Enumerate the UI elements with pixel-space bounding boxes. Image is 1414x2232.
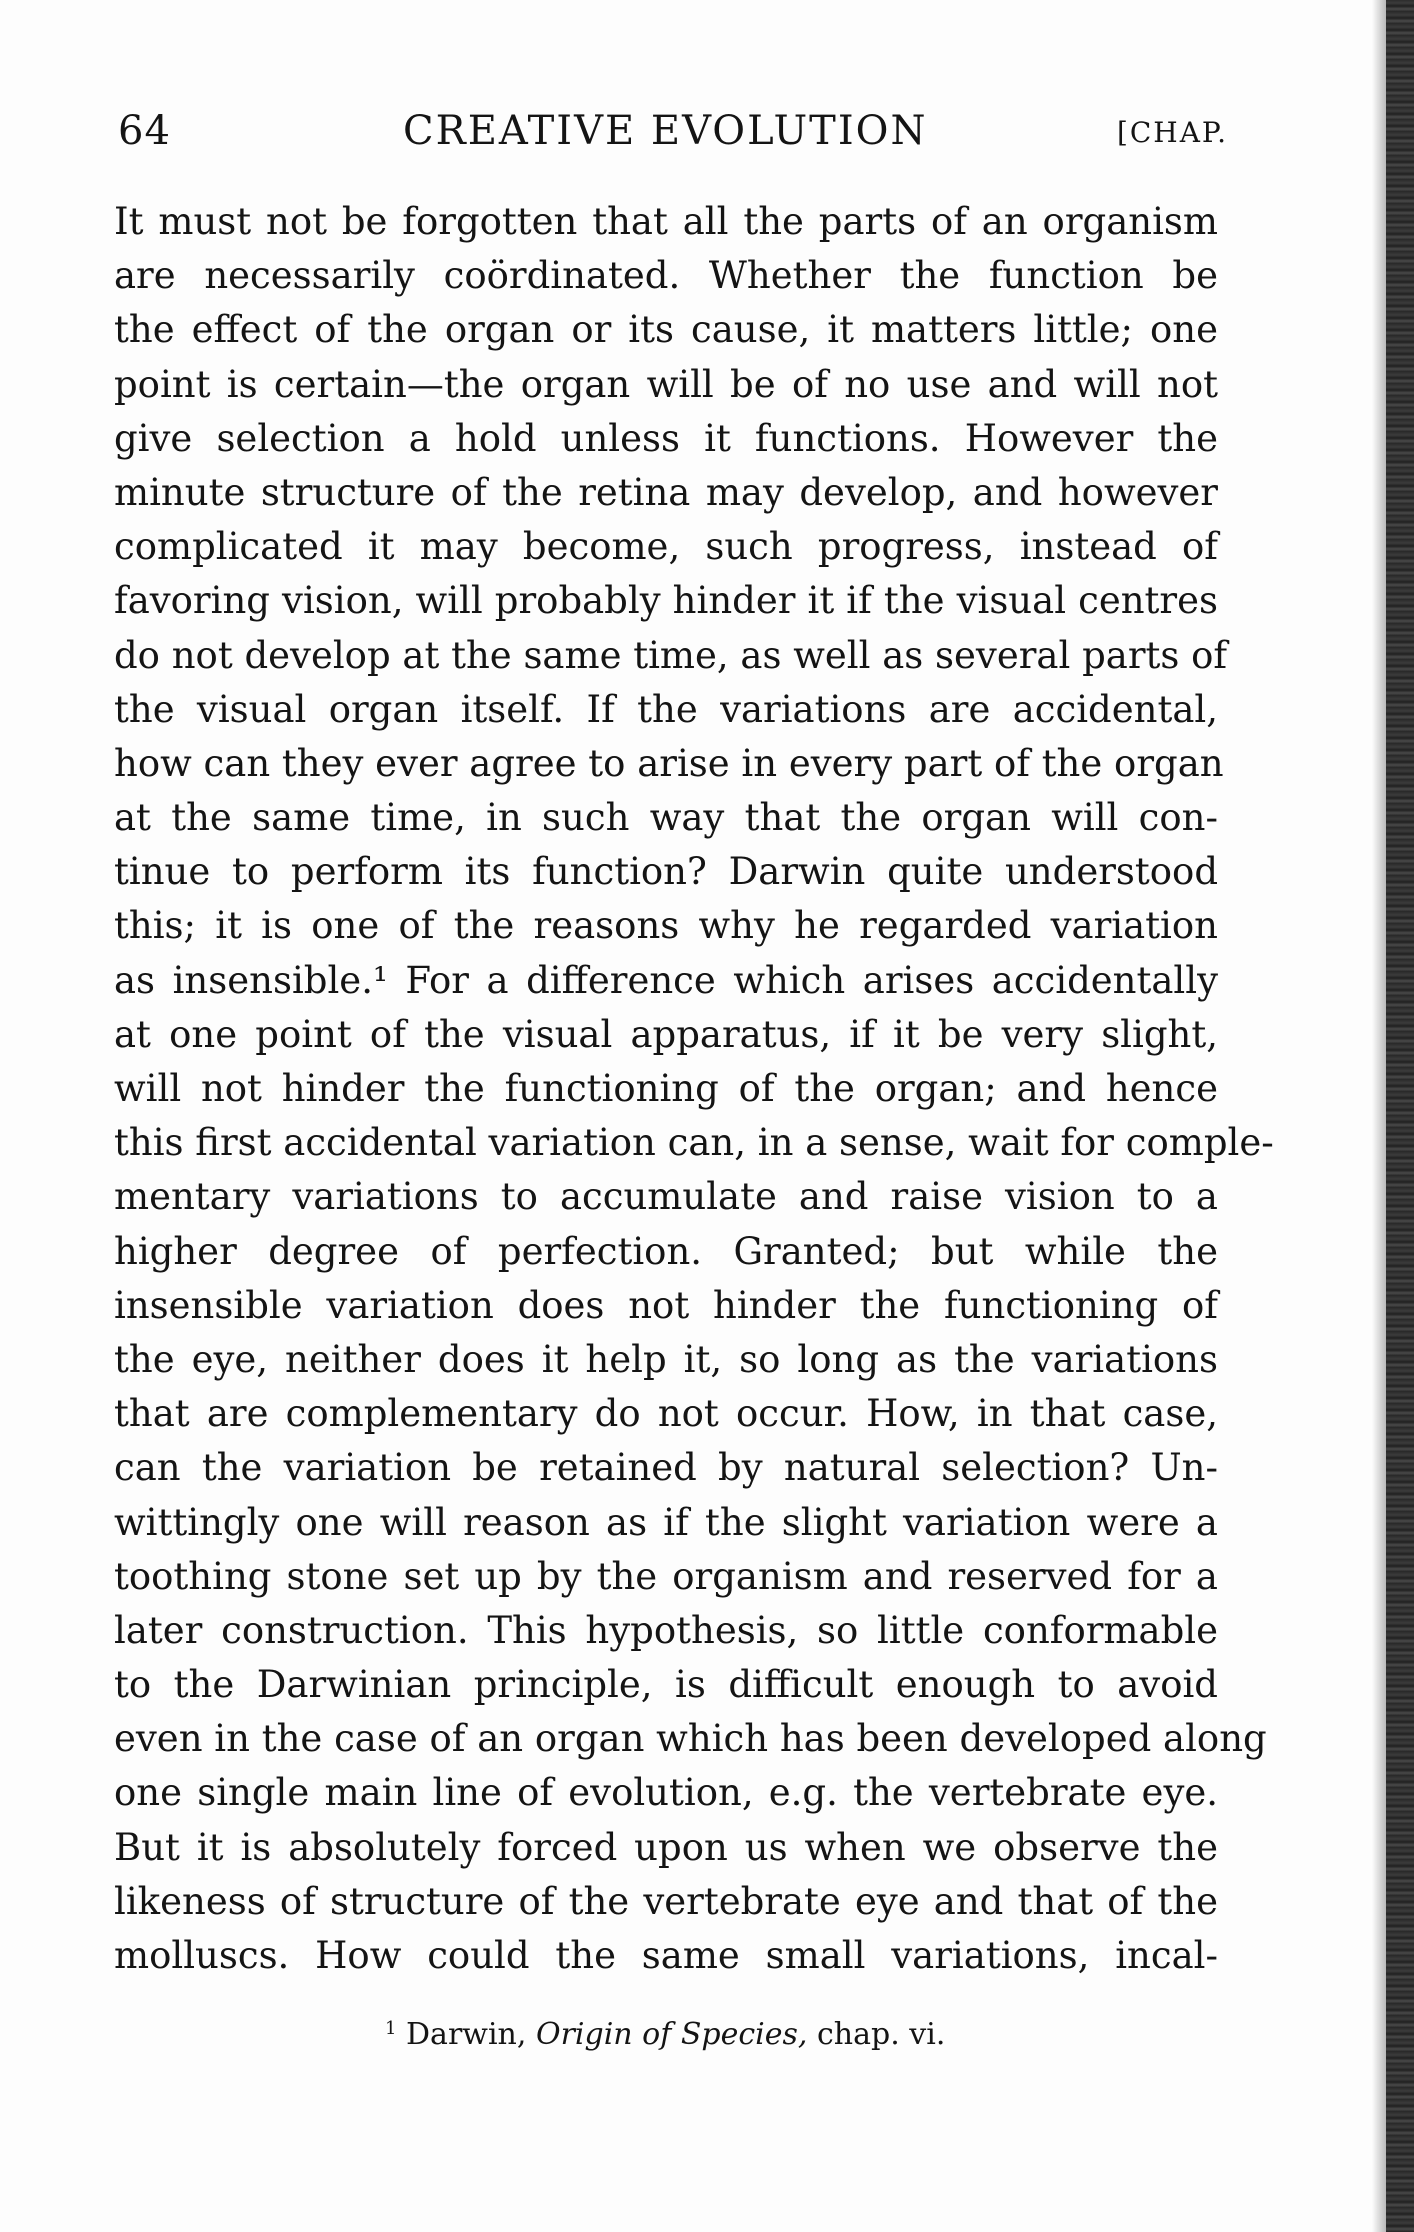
text-line: the eye, neither does it help it, so long as the variations bbox=[114, 1337, 1218, 1381]
text-line: the visual organ itself. If the variations are accidental, bbox=[114, 687, 1218, 731]
footnote-title: Origin of Species, bbox=[535, 2017, 808, 2052]
text-line: insensible variation does not hinder the functioning of bbox=[114, 1283, 1218, 1327]
text-line: But it is absolutely forced upon us when we observe the bbox=[114, 1825, 1218, 1869]
text-line: point is certain—the organ will be of no use and will not bbox=[114, 362, 1218, 406]
text-line: later construction. This hypothesis, so little conformable bbox=[114, 1608, 1218, 1652]
scan-edge bbox=[1386, 0, 1414, 2232]
text-line: likeness of structure of the vertebrate eye and that of the bbox=[114, 1879, 1218, 1923]
text-line: favoring vision, will probably hinder it if the visual centres bbox=[114, 579, 1218, 623]
text-line: molluscs. How could the same small variations, incal- bbox=[114, 1934, 1218, 1977]
text-line: the effect of the organ or its cause, it matters little; one bbox=[114, 308, 1218, 352]
text-line: that are complementary do not occur. How, in that case, bbox=[114, 1392, 1218, 1436]
text-line: It must not be forgotten that all the parts of an organism bbox=[114, 200, 1218, 243]
text-line: wittingly one will reason as if the slight variation were a bbox=[114, 1500, 1218, 1544]
text-line: to the Darwinian principle, is difficult enough to avoid bbox=[114, 1663, 1218, 1707]
text-line: how can they ever agree to arise in every part of the organ bbox=[114, 741, 1224, 785]
text-line: toothing stone set up by the organism and reserved for a bbox=[114, 1554, 1218, 1598]
text-line: mentary variations to accumulate and raise vision to a bbox=[114, 1175, 1218, 1219]
chapter-label: [CHAP. bbox=[1116, 116, 1228, 149]
text-line: at one point of the visual apparatus, if it be very slight, bbox=[114, 1012, 1218, 1056]
footnote-reference: chap. vi. bbox=[817, 2017, 946, 2052]
text-line: complicated it may become, such progress, instead of bbox=[114, 525, 1218, 569]
text-line: as insensible.¹ For a difference which arises accidentally bbox=[114, 958, 1218, 1002]
text-line: minute structure of the retina may develop, and however bbox=[114, 470, 1218, 514]
text-line: can the variation be retained by natural selection? Un- bbox=[114, 1446, 1218, 1490]
text-line: even in the case of an organ which has been developed along bbox=[114, 1717, 1267, 1761]
footnote bbox=[385, 2017, 945, 2052]
text-line: are necessarily coördinated. Whether the function be bbox=[114, 254, 1218, 298]
text-line: one single main line of evolution, e.g. the vertebrate eye. bbox=[114, 1771, 1218, 1815]
text-line: this first accidental variation can, in a sense, wait for comple- bbox=[114, 1121, 1274, 1165]
scan-edge-shadow bbox=[1372, 0, 1386, 2232]
body-text bbox=[114, 195, 1274, 1983]
text-line: will not hinder the functioning of the organ; and hence bbox=[114, 1067, 1218, 1110]
footnote-author: Darwin, bbox=[406, 2017, 527, 2052]
page-number: 64 bbox=[118, 108, 171, 154]
text-line: this; it is one of the reasons why he regarded variation bbox=[114, 904, 1218, 948]
text-line: higher degree of perfection. Granted; but while the bbox=[114, 1229, 1218, 1273]
text-line: tinue to perform its function? Darwin quite understood bbox=[114, 850, 1218, 894]
text-line: do not develop at the same time, as well as several parts of bbox=[114, 633, 1228, 677]
text-line: at the same time, in such way that the organ will con- bbox=[114, 796, 1218, 840]
page-header bbox=[118, 108, 1228, 168]
running-head: CREATIVE EVOLUTION bbox=[403, 108, 928, 154]
text-line: give selection a hold unless it functions. However the bbox=[114, 416, 1218, 460]
footnote-marker: 1 bbox=[385, 2018, 397, 2039]
